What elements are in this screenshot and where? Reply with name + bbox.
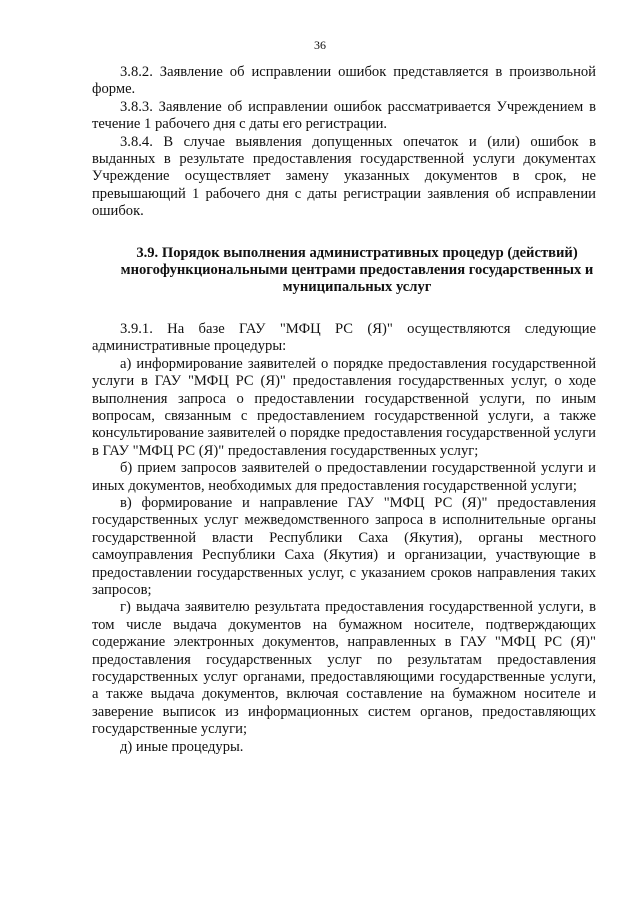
- paragraph-3-8-4: 3.8.4. В случае выявления допущенных опечаток и (или) ошибок в выданных в результате предоставления государственной услуги документах Учреждение осуществляет замену указанных документов в срок, не превышающий 1 рабочего дня с даты регистрации заявления об исправлении ошибок.: [92, 133, 596, 220]
- list-item-a: а) информирование заявителей о порядке предоставления государственной услуги в ГАУ "МФЦ РС (Я)" предоставления государственных услуг, о ходе выполнения запроса о предоставлении государственной услуги, по иным вопросам, связанным с предоставлением государственной услуги, а также консультирование заявителей о порядке предоставления государственной услуги в ГАУ "МФЦ РС (Я)" предоставления государственных услуг;: [92, 355, 596, 459]
- paragraph-3-8-3: 3.8.3. Заявление об исправлении ошибок рассматривается Учреждением в течение 1 рабочего дня с даты его регистрации.: [92, 98, 596, 133]
- list-item-d: д) иные процедуры.: [120, 738, 244, 755]
- list-item-v: в) формирование и направление ГАУ "МФЦ РС (Я)" предоставления государственных услуг межведомственного запроса в исполнительные органы государственной власти Республики Саха (Якутия), органы местного самоуправления Республики Саха (Якутия) и организации, участвующие в предоставлении государственных услуг, с указанием сроков направления таких запросов;: [92, 494, 596, 598]
- document-body: [92, 64, 596, 756]
- paragraph-3-9-1: 3.9.1. На базе ГАУ "МФЦ РС (Я)" осуществляются следующие административные процедуры:: [92, 320, 596, 355]
- paragraph-3-8-2: 3.8.2. Заявление об исправлении ошибок представляется в произвольной форме.: [92, 64, 596, 98]
- list-item-g: г) выдача заявителю результата предоставления государственной услуги, в том числе выдача документов на бумажном носителе, подтверждающих содержание электронных документов, направленных в ГАУ "МФЦ РС (Я)" предоставления государственных услуг по результатам предоставления государственных услуг органами, предоставляющими государственные услуги, а также выдача документов, включая составление на бумажном носителе и заверение выписок из информационных систем органов, предоставляющих государственные услуги;: [92, 599, 596, 738]
- section-heading-3-9: 3.9. Порядок выполнения административных процедур (действий) многофункциональными центрами предоставления государственных и муниципальных услуг: [120, 244, 594, 296]
- list-item-b: б) прием запросов заявителей о предоставлении государственной услуги и иных документов, необходимых для предоставления государственной услуги;: [92, 460, 596, 494]
- page-number: 36: [314, 38, 326, 52]
